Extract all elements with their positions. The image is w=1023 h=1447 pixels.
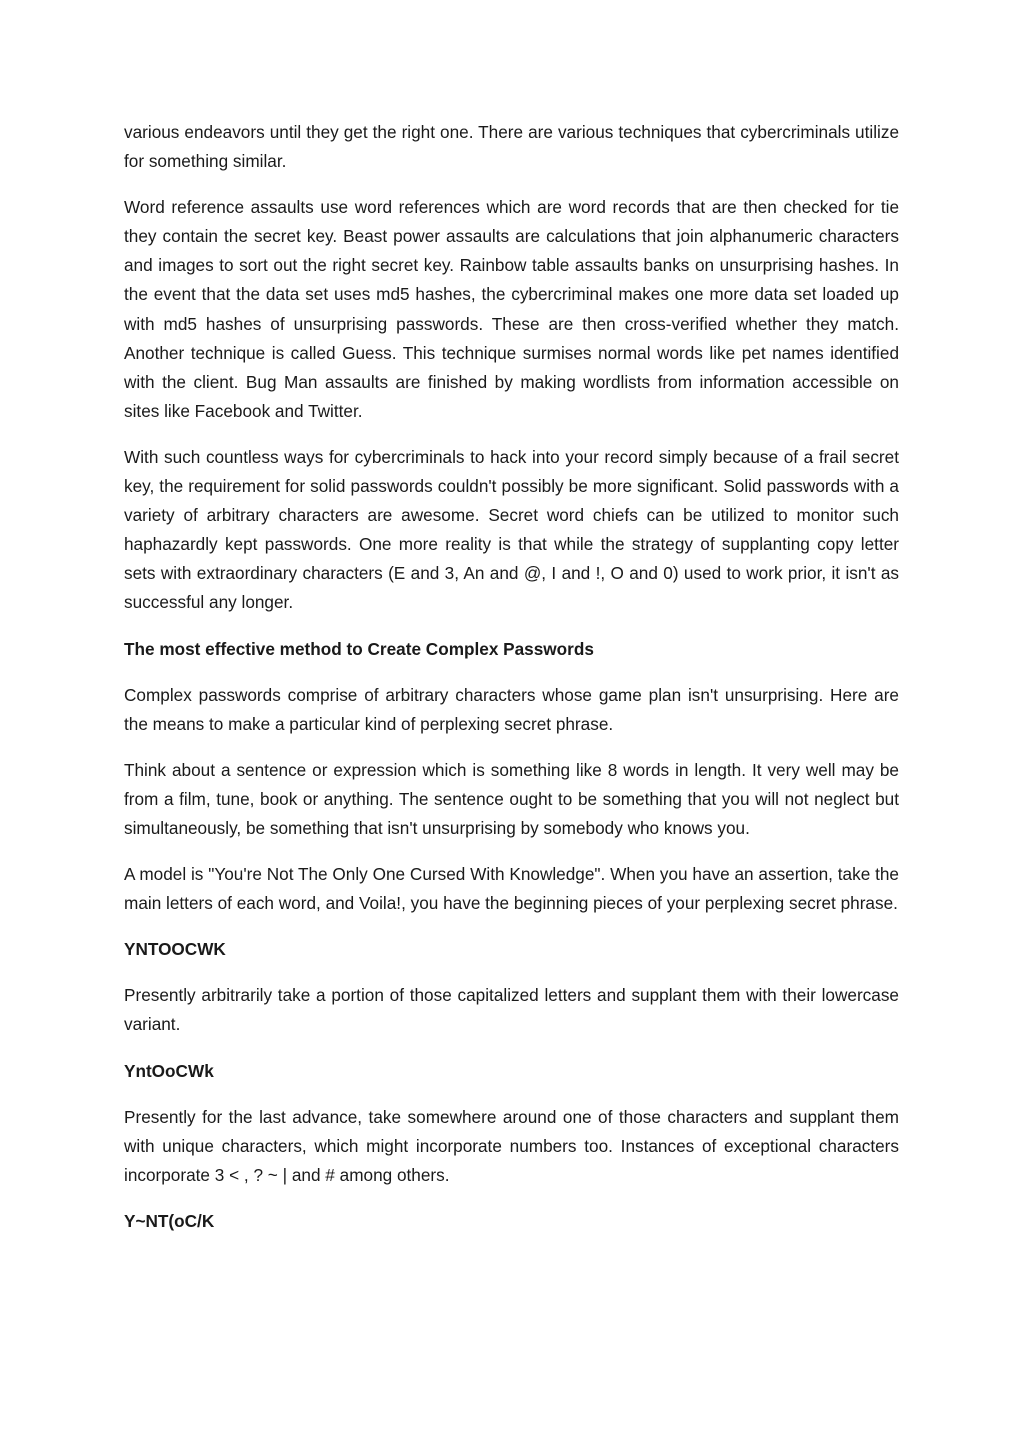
document-page bbox=[124, 118, 899, 1253]
paragraph-special-chars-step: Presently for the last advance, take somewhere around one of those characters and supplant them with unique characters, which might incorporate numbers too. Instances of exceptional characters incorporate 3 < , ? ~ | and # among others. bbox=[124, 1106, 899, 1185]
paragraph-sentence-step: Think about a sentence or expression which is something like 8 words in length. It very well may be from a film, tune, book or anything. The sentence ought to be something that you will not neglect but simultaneously, be something that isn't unsurprising by somebody who knows you. bbox=[124, 759, 899, 838]
paragraph-complex-definition: Complex passwords comprise of arbitrary characters whose game plan isn't unsurprising. Here are the means to make a particular kind of perplexing secret phrase. bbox=[124, 684, 899, 734]
paragraph-intro-continuation: various endeavors until they get the right one. There are various techniques that cybercriminals utilize for something similar. bbox=[124, 122, 899, 172]
paragraph-example: A model is "You're Not The Only One Cursed With Knowledge". When you have an assertion, take the main letters of each word, and Voila!, you have the beginning pieces of your perplexing secret phrase. bbox=[124, 864, 899, 914]
paragraph-lowercase-step: Presently arbitrarily take a portion of those capitalized letters and supplant them with their lowercase variant. bbox=[124, 985, 899, 1035]
password-example-final: Y~NT(oC/K bbox=[124, 1210, 215, 1231]
password-example-initials: YNTOOCWK bbox=[124, 939, 226, 960]
section-heading: The most effective method to Create Complex Passwords bbox=[124, 638, 594, 659]
paragraph-strong-passwords: With such countless ways for cybercriminals to hack into your record simply because of a frail secret key, the requirement for solid passwords couldn't possibly be more significant. Solid passwords with a variety of arbitrary characters are awesome. Secret word chiefs can be utilized to monitor such haphazardly kept passwords. One more reality is that while the strategy of supplanting copy letter sets with extraordinary characters (E and 3, An and @, I and !, O and 0) used to work prior, it isn't as successful any longer. bbox=[124, 446, 899, 613]
password-example-mixed-case: YntOoCWk bbox=[124, 1060, 214, 1081]
paragraph-attack-types: Word reference assaults use word references which are word records that are then checked for tie they contain the secret key. Beast power assaults are calculations that join alphanumeric characters and images to sort out the right secret key. Rainbow table assaults banks on unsurprising hashes. In the event that the data set uses md5 hashes, the cybercriminal makes one more data set loaded up with md5 hashes of unsurprising passwords. These are then cross-verified whether they match. Another technique is called Guess. This technique surmises normal words like pet names identified with the client. Bug Man assaults are finished by making wordlists from information accessible on sites like Facebook and Twitter. bbox=[124, 197, 899, 421]
